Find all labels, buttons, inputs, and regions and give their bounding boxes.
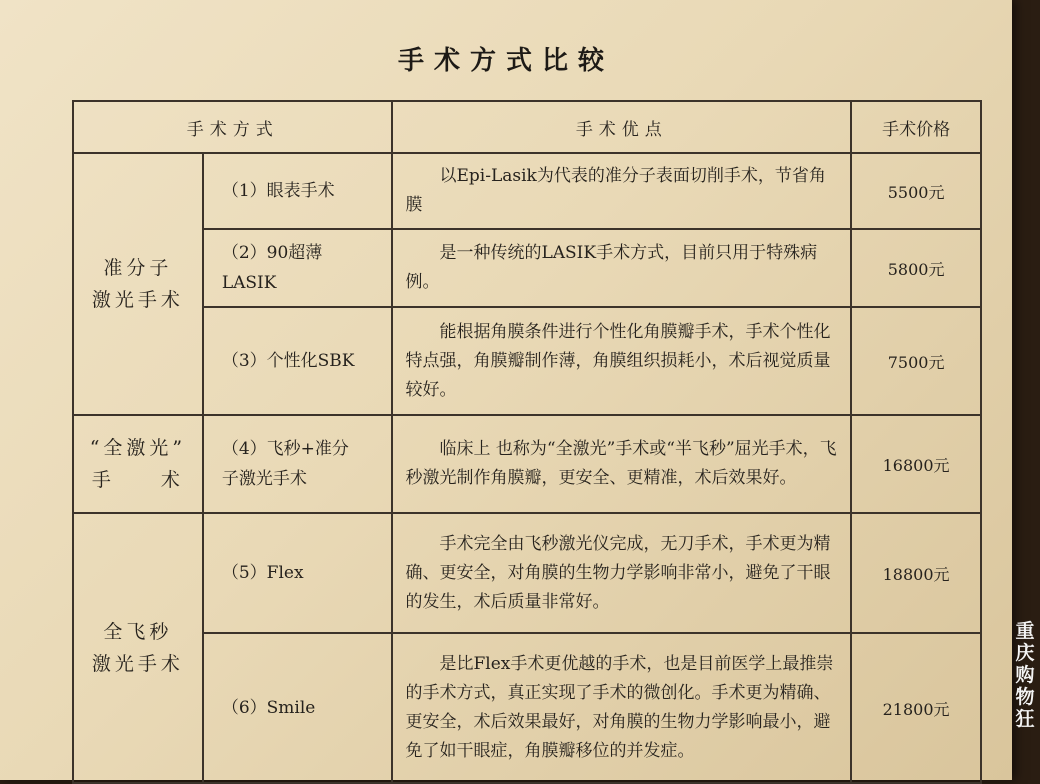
watermark-text: 重庆购物狂	[1015, 620, 1035, 730]
method-cell: （5）Flex	[203, 513, 393, 633]
price-cell: 16800元	[851, 415, 981, 513]
price-cell: 21800元	[851, 633, 981, 783]
header-advantages: 手术优点	[392, 101, 851, 153]
table-row	[73, 415, 981, 513]
price-cell: 7500元	[851, 307, 981, 415]
page-title: 手术方式比较	[397, 46, 614, 76]
method-cell: （1）眼表手术	[203, 153, 393, 229]
comparison-table	[72, 100, 982, 784]
method-cell: （3）个性化SBK	[203, 307, 393, 415]
method-cell: （2）90超薄 LASIK	[203, 229, 393, 307]
category-femto: 全飞秒 激光手术	[73, 513, 203, 783]
table-row	[73, 229, 981, 307]
advantage-cell: 以Epi-Lasik为代表的准分子表面切削手术，节省角膜	[392, 153, 851, 229]
advantage-cell: 临床上 也称为“全激光”手术或“半飞秒”屈光手术，飞秒激光制作角膜瓣，更安全、更精准，术后效果好。	[392, 415, 851, 513]
price-cell: 18800元	[851, 513, 981, 633]
table-row	[73, 633, 981, 783]
price-cell: 5500元	[851, 153, 981, 229]
category-full-laser: “全激光” 手 术	[73, 415, 203, 513]
method-cell: （4）飞秒+准分 子激光手术	[203, 415, 393, 513]
header-method: 手术方式	[73, 101, 392, 153]
method-cell: （6）Smile	[203, 633, 393, 783]
table-row	[73, 513, 981, 633]
price-cell: 5800元	[851, 229, 981, 307]
advantage-cell: 手术完全由飞秒激光仪完成，无刀手术，手术更为精确、更安全，对角膜的生物力学影响非常小，避免了干眼的发生，术后质量非常好。	[392, 513, 851, 633]
table-row	[73, 153, 981, 229]
category-excimer: 准分子 激光手术	[73, 153, 203, 415]
table-header-row	[73, 101, 981, 153]
advantage-cell: 能根据角膜条件进行个性化角膜瓣手术，手术个性化特点强，角膜瓣制作薄，角膜组织损耗小，术后视觉质量较好。	[392, 307, 851, 415]
header-price: 手术价格	[851, 101, 981, 153]
advantage-cell: 是一种传统的LASIK手术方式，目前只用于特殊病例。	[392, 229, 851, 307]
advantage-cell: 是比Flex手术更优越的手术，也是目前医学上最推崇的手术方式，真正实现了手术的微创化。手术更为精确、更安全，术后效果最好，对角膜的生物力学影响最小，避免了如干眼症，角膜瓣移位的并发症。	[392, 633, 851, 783]
table-row	[73, 307, 981, 415]
